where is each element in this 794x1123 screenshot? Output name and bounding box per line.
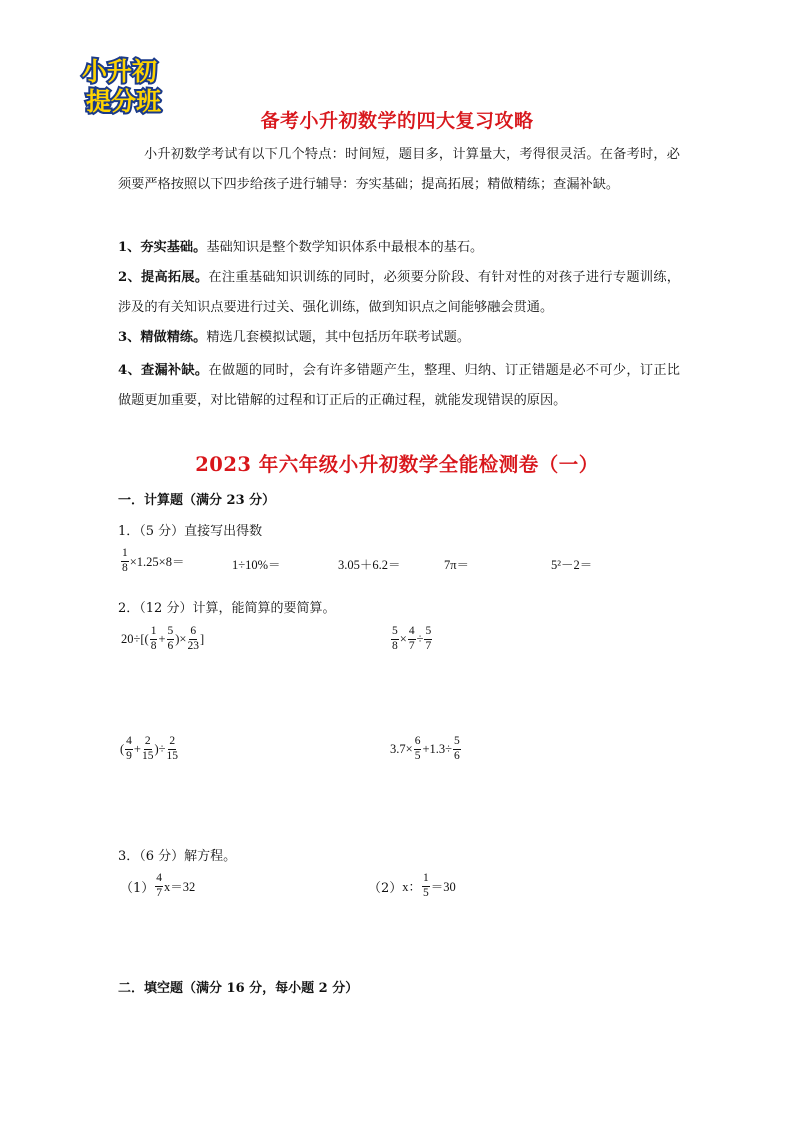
section-2-heading: 二．填空题（满分 16 分，每小题 2 分） [118, 981, 359, 996]
guide-title: 备考小升初数学的四大复习攻略 [260, 110, 534, 132]
logo-line2: 提分班 [86, 87, 162, 116]
q1-item-a: $\frac{1}{8}$ ×1.25×8＝ [122, 547, 185, 574]
exam-title: 2023 年六年级小升初数学全能检测卷（一） [195, 453, 599, 476]
guide-item-head: 2、提高拓展。 [118, 270, 209, 285]
question-2: 2．（12 分）计算，能简算的要简算。 [118, 601, 336, 616]
q1-item-c: 3.05＋6.2＝ [338, 558, 401, 572]
guide-item-2 [118, 263, 680, 323]
question-1: 1．（5 分）直接写出得数 [118, 524, 263, 539]
guide-item-4 [118, 356, 680, 416]
guide-item-1 [118, 233, 680, 263]
guide-item-3 [118, 323, 680, 353]
guide-item-head: 1、夯实基础。 [118, 240, 207, 255]
logo-line1: 小升初 [82, 57, 158, 86]
q1-item-d: 7π＝ [444, 558, 470, 572]
guide-item-text: 在做题的同时，会有许多错题产生，整理、归纳、订正错题是必不可少，订正比做题更加重要，对比错解的过程和订正后的正确过程，就能发现错误的原因。 [118, 363, 680, 408]
q1-item-b: 1÷10%＝ [232, 558, 281, 572]
q3-equation-1: （1） $\frac{4}{7}$ x＝32 [120, 872, 196, 899]
guide-item-text: 基础知识是整个数学知识体系中最根本的基石。 [206, 240, 484, 255]
fraction: $\frac{1}{8}$ [122, 547, 128, 574]
guide-intro: 小升初数学考试有以下几个特点：时间短，题目多，计算量大，考得很灵活。在备考时，必须要严格按照以下四步给孩子进行辅导：夯实基础；提高拓展；精做精练；查漏补缺。 [118, 147, 680, 192]
question-3: 3．（6 分）解方程。 [118, 849, 237, 864]
guide-item-head: 4、查漏补缺。 [118, 363, 209, 378]
guide-item-text: 精选几套模拟试题，其中包括历年联考试题。 [206, 330, 471, 345]
guide-item-head: 3、精做精练。 [118, 330, 207, 345]
q2-expr-1: 20÷[( $\frac{1}{8}$ + $\frac{5}{6}$ )× $\frac{6}{23}$ ] [121, 625, 205, 652]
q2-expr-3: ( $\frac{4}{9}$ + $\frac{2}{15}$ )÷ $\frac{2}{15}$ [120, 735, 179, 762]
q3-equation-2: （2） x： $\frac{1}{5}$ ＝30 [368, 872, 456, 899]
q2-expr-2: $\frac{5}{8}$ × $\frac{4}{7}$ ÷ $\frac{5}{7}$ [392, 625, 432, 652]
section-1-heading: 一．计算题（满分 23 分） [118, 493, 276, 508]
guide-item-text: 在注重基础知识训练的同时，必须要分阶段、有针对性的对孩子进行专题训练，涉及的有关知识点要进行过关、强化训练，做到知识点之间能够融会贯通。 [118, 270, 680, 315]
q2-expr-4: 3.7× $\frac{6}{5}$ +1.3÷ $\frac{5}{6}$ [390, 735, 460, 762]
q1-item-e: 5²－2＝ [551, 558, 593, 572]
